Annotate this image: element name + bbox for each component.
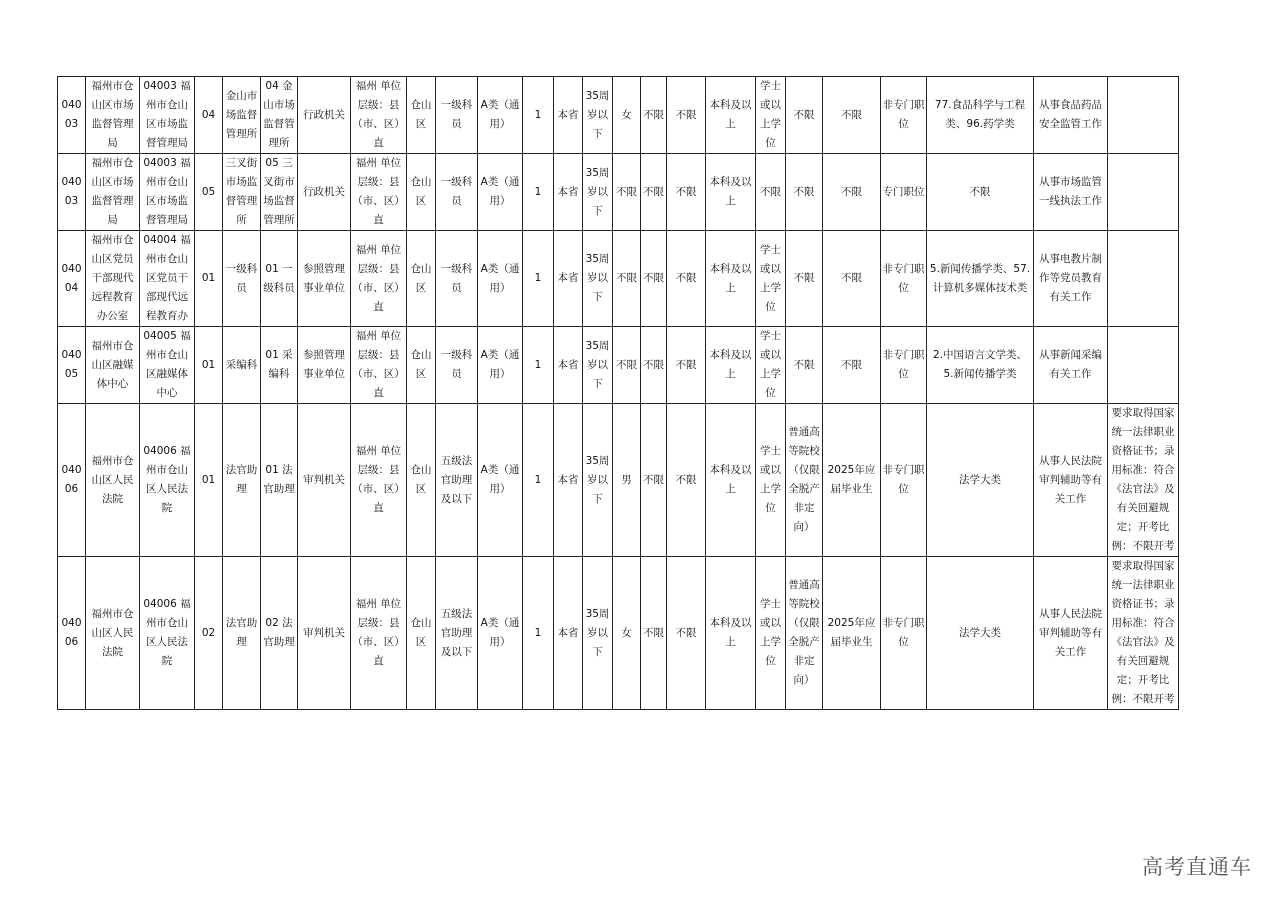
unit-code: 04004 xyxy=(58,231,86,327)
education: 本科及以上 xyxy=(706,231,756,327)
department: 04006 福州市仓山区人民法院 xyxy=(140,404,195,557)
rank: 五级法官助理及以下 xyxy=(436,557,478,710)
unit-code: 04003 xyxy=(58,154,86,231)
major: 77.食品科学与工程类、96.药学类 xyxy=(927,77,1034,154)
notes xyxy=(1108,231,1179,327)
source: 普通高等院校（仅限全脱产非定向） xyxy=(786,404,823,557)
age: 35周岁以下 xyxy=(583,231,613,327)
unit-level: 福州 单位层级：县（市、区）直 xyxy=(351,557,407,710)
area: 仓山区 xyxy=(407,77,436,154)
office-name: 法官助理 xyxy=(223,404,261,557)
position-name: 02 法官助理 xyxy=(261,557,298,710)
political-status: 不限 xyxy=(667,327,706,404)
rank: 一级科员 xyxy=(436,231,478,327)
age: 35周岁以下 xyxy=(583,404,613,557)
ethnicity: 不限 xyxy=(641,77,667,154)
experience: 不限 xyxy=(823,154,881,231)
unit-code: 04006 xyxy=(58,557,86,710)
department: 04004 福州市仓山区党员干部现代远程教育办 xyxy=(140,231,195,327)
special-position: 非专门职位 xyxy=(881,557,927,710)
age: 35周岁以下 xyxy=(583,557,613,710)
headcount: 1 xyxy=(523,557,554,710)
unit-nature: 审判机关 xyxy=(298,557,351,710)
exam-type: A类（通用） xyxy=(478,231,523,327)
duty: 从事食品药品安全监管工作 xyxy=(1034,77,1108,154)
department: 04005 福州市仓山区融媒体中心 xyxy=(140,327,195,404)
table-row xyxy=(58,404,1179,557)
position-name: 04 金山市场监督管理所 xyxy=(261,77,298,154)
table-row xyxy=(58,231,1179,327)
headcount: 1 xyxy=(523,327,554,404)
age: 35周岁以下 xyxy=(583,77,613,154)
headcount: 1 xyxy=(523,77,554,154)
unit-level: 福州 单位层级：县（市、区）直 xyxy=(351,231,407,327)
unit-code: 04005 xyxy=(58,327,86,404)
political-status: 不限 xyxy=(667,231,706,327)
area: 仓山区 xyxy=(407,404,436,557)
duty: 从事电教片制作等党员教育有关工作 xyxy=(1034,231,1108,327)
degree: 学士或以上学位 xyxy=(756,77,786,154)
origin: 本省 xyxy=(554,231,583,327)
experience: 不限 xyxy=(823,231,881,327)
headcount: 1 xyxy=(523,231,554,327)
education: 本科及以上 xyxy=(706,154,756,231)
origin: 本省 xyxy=(554,404,583,557)
table-row xyxy=(58,154,1179,231)
office-name: 采编科 xyxy=(223,327,261,404)
age: 35周岁以下 xyxy=(583,327,613,404)
table-row xyxy=(58,77,1179,154)
unit-name: 福州市仓山区市场监督管理局 xyxy=(86,154,140,231)
ethnicity: 不限 xyxy=(641,154,667,231)
gender: 不限 xyxy=(613,327,641,404)
political-status: 不限 xyxy=(667,557,706,710)
unit-name: 福州市仓山区人民法院 xyxy=(86,404,140,557)
unit-level: 福州 单位层级：县（市、区）直 xyxy=(351,154,407,231)
special-position: 专门职位 xyxy=(881,154,927,231)
office-name: 一级科员 xyxy=(223,231,261,327)
source: 普通高等院校（仅限全脱产非定向） xyxy=(786,557,823,710)
political-status: 不限 xyxy=(667,77,706,154)
ethnicity: 不限 xyxy=(641,557,667,710)
exam-type: A类（通用） xyxy=(478,557,523,710)
unit-nature: 参照管理事业单位 xyxy=(298,327,351,404)
special-position: 非专门职位 xyxy=(881,404,927,557)
duty: 从事人民法院审判辅助等有关工作 xyxy=(1034,557,1108,710)
office-name: 三叉街市场监督管理所 xyxy=(223,154,261,231)
age: 35周岁以下 xyxy=(583,154,613,231)
position-number: 01 xyxy=(195,327,223,404)
experience: 不限 xyxy=(823,77,881,154)
position-number: 01 xyxy=(195,231,223,327)
table-row xyxy=(58,557,1179,710)
office-name: 法官助理 xyxy=(223,557,261,710)
department: 04003 福州市仓山区市场监督管理局 xyxy=(140,77,195,154)
watermark-logo-text: 高考直通车 xyxy=(1142,855,1252,879)
ethnicity: 不限 xyxy=(641,231,667,327)
major: 5.新闻传播学类、57.计算机多媒体技术类 xyxy=(927,231,1034,327)
origin: 本省 xyxy=(554,77,583,154)
position-number: 04 xyxy=(195,77,223,154)
exam-type: A类（通用） xyxy=(478,154,523,231)
ethnicity: 不限 xyxy=(641,327,667,404)
position-number: 02 xyxy=(195,557,223,710)
gender: 不限 xyxy=(613,231,641,327)
degree: 学士或以上学位 xyxy=(756,327,786,404)
position-name: 05 三叉街市场监督管理所 xyxy=(261,154,298,231)
duty: 从事人民法院审判辅助等有关工作 xyxy=(1034,404,1108,557)
unit-code: 04003 xyxy=(58,77,86,154)
rank: 一级科员 xyxy=(436,327,478,404)
unit-nature: 审判机关 xyxy=(298,404,351,557)
experience: 2025年应届毕业生 xyxy=(823,557,881,710)
major: 法学大类 xyxy=(927,404,1034,557)
special-position: 非专门职位 xyxy=(881,327,927,404)
unit-nature: 行政机关 xyxy=(298,77,351,154)
area: 仓山区 xyxy=(407,231,436,327)
degree: 学士或以上学位 xyxy=(756,404,786,557)
headcount: 1 xyxy=(523,404,554,557)
major: 法学大类 xyxy=(927,557,1034,710)
rank: 一级科员 xyxy=(436,77,478,154)
unit-name: 福州市仓山区党员干部现代远程教育办公室 xyxy=(86,231,140,327)
area: 仓山区 xyxy=(407,327,436,404)
duty: 从事市场监管一线执法工作 xyxy=(1034,154,1108,231)
exam-type: A类（通用） xyxy=(478,327,523,404)
unit-code: 04006 xyxy=(58,404,86,557)
ethnicity: 不限 xyxy=(641,404,667,557)
rank: 五级法官助理及以下 xyxy=(436,404,478,557)
special-position: 非专门职位 xyxy=(881,231,927,327)
department: 04003 福州市仓山区市场监督管理局 xyxy=(140,154,195,231)
notes xyxy=(1108,327,1179,404)
position-name: 01 一级科员 xyxy=(261,231,298,327)
major: 不限 xyxy=(927,154,1034,231)
major: 2.中国语言文学类、5.新闻传播学类 xyxy=(927,327,1034,404)
office-name: 金山市场监督管理所 xyxy=(223,77,261,154)
gender: 女 xyxy=(613,557,641,710)
unit-name: 福州市仓山区人民法院 xyxy=(86,557,140,710)
unit-name: 福州市仓山区市场监督管理局 xyxy=(86,77,140,154)
unit-nature: 参照管理事业单位 xyxy=(298,231,351,327)
position-number: 05 xyxy=(195,154,223,231)
degree: 学士或以上学位 xyxy=(756,231,786,327)
duty: 从事新闻采编有关工作 xyxy=(1034,327,1108,404)
unit-name: 福州市仓山区融媒体中心 xyxy=(86,327,140,404)
unit-level: 福州 单位层级：县（市、区）直 xyxy=(351,327,407,404)
notes: 要求取得国家统一法律职业资格证书；录用标准：符合《法官法》及有关回避规定；开考比例：不限开考 xyxy=(1108,404,1179,557)
unit-level: 福州 单位层级：县（市、区）直 xyxy=(351,77,407,154)
headcount: 1 xyxy=(523,154,554,231)
area: 仓山区 xyxy=(407,154,436,231)
position-number: 01 xyxy=(195,404,223,557)
gender: 不限 xyxy=(613,154,641,231)
education: 本科及以上 xyxy=(706,557,756,710)
origin: 本省 xyxy=(554,327,583,404)
degree: 学士或以上学位 xyxy=(756,557,786,710)
experience: 2025年应届毕业生 xyxy=(823,404,881,557)
unit-nature: 行政机关 xyxy=(298,154,351,231)
exam-type: A类（通用） xyxy=(478,77,523,154)
notes xyxy=(1108,154,1179,231)
recruitment-table xyxy=(57,76,1179,710)
table-row xyxy=(58,327,1179,404)
gender: 男 xyxy=(613,404,641,557)
notes xyxy=(1108,77,1179,154)
area: 仓山区 xyxy=(407,557,436,710)
rank: 一级科员 xyxy=(436,154,478,231)
origin: 本省 xyxy=(554,557,583,710)
experience: 不限 xyxy=(823,327,881,404)
source: 不限 xyxy=(786,327,823,404)
source: 不限 xyxy=(786,154,823,231)
education: 本科及以上 xyxy=(706,404,756,557)
special-position: 非专门职位 xyxy=(881,77,927,154)
political-status: 不限 xyxy=(667,154,706,231)
degree: 不限 xyxy=(756,154,786,231)
education: 本科及以上 xyxy=(706,77,756,154)
source: 不限 xyxy=(786,77,823,154)
gender: 女 xyxy=(613,77,641,154)
political-status: 不限 xyxy=(667,404,706,557)
education: 本科及以上 xyxy=(706,327,756,404)
source: 不限 xyxy=(786,231,823,327)
department: 04006 福州市仓山区人民法院 xyxy=(140,557,195,710)
exam-type: A类（通用） xyxy=(478,404,523,557)
position-name: 01 法官助理 xyxy=(261,404,298,557)
origin: 本省 xyxy=(554,154,583,231)
notes: 要求取得国家统一法律职业资格证书；录用标准：符合《法官法》及有关回避规定；开考比例：不限开考 xyxy=(1108,557,1179,710)
unit-level: 福州 单位层级：县（市、区）直 xyxy=(351,404,407,557)
position-name: 01 采编科 xyxy=(261,327,298,404)
